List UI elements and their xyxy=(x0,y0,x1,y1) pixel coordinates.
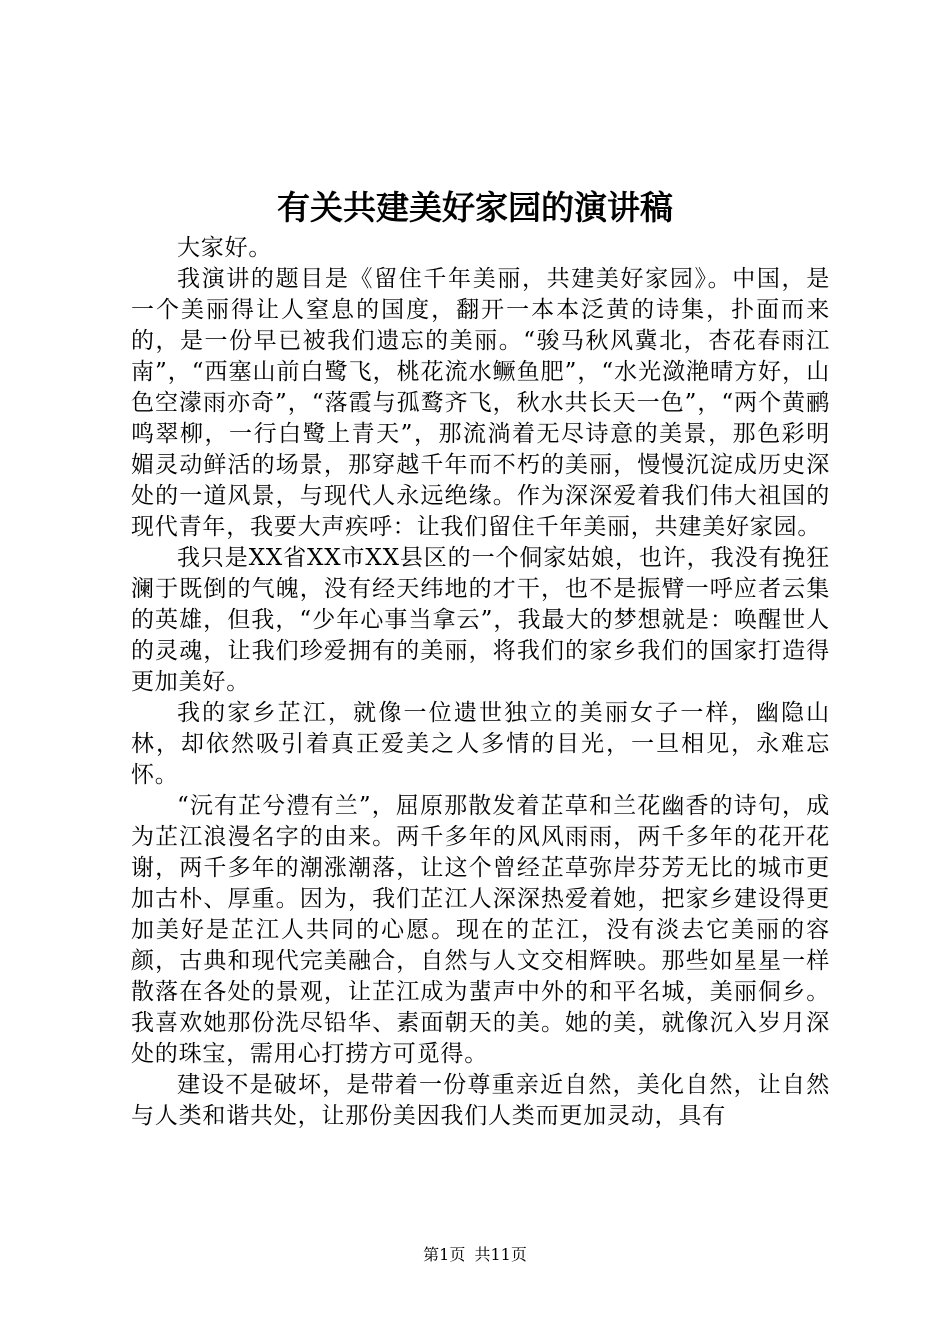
paragraph-greeting: 大家好。 xyxy=(177,235,273,261)
document-title: 有关共建美好家园的演讲稿 xyxy=(277,188,673,227)
page-footer xyxy=(0,1244,950,1266)
document-body xyxy=(131,233,830,1132)
paragraph-dream: 我只是XX省XX市XX县区的一个侗家姑娘，也许，我没有挽狂澜于既倒的气魄，没有经天纬地的才干，也不是振臂一呼应者云集的英雄，但我，“少年心事当拿云”，我最大的梦想就是：唤醒世人的灵魂，让我们珍爱拥有的美丽，将我们的家乡我们的国家打造得更加美好。 xyxy=(131,545,830,695)
paragraph-zhijiang-history: “沅有芷兮澧有兰”，屈原那散发着芷草和兰花幽香的诗句，成为芷江浪漫名字的由来。两千多年的风风雨雨，两千多年的花开花谢，两千多年的潮涨潮落，让这个曾经芷草弥岸芬芳无比的城市更加古朴、厚重。因为，我们芷江人深深热爱着她，把家乡建设得更加美好是芷江人共同的心愿。现在的芷江，没有淡去它美丽的容颜，古典和现代完美融合，自然与人文交相辉映。那些如星星一样散落在各处的景观，让芷江成为蜚声中外的和平名城，美丽侗乡。我喜欢她那份洗尽铅华、素面朝天的美。她的美，就像沉入岁月深处的珠宝，需用心打捞方可觅得。 xyxy=(131,793,830,1067)
paragraph-hometown: 我的家乡芷江，就像一位遗世独立的美丽女子一样，幽隐山林，却依然吸引着真正爱美之人多情的目光，一旦相见，永难忘怀。 xyxy=(131,700,830,788)
page-number: 第1页 xyxy=(423,1245,466,1264)
paragraph-topic: 我演讲的题目是《留住千年美丽，共建美好家园》。中国，是一个美丽得让人窒息的国度，翻开一本本泛黄的诗集，扑面而来的，是一份早已被我们遗忘的美丽。“骏马秋风冀北，杏花春雨江南”，“西塞山前白鹭飞，桃花流水鳜鱼肥”，“水光潋滟晴方好，山色空濛雨亦奇”，“落霞与孤鹜齐飞，秋水共长天一色”，“两个黄鹂鸣翠柳，一行白鹭上青天”，那流淌着无尽诗意的美景，那色彩明媚灵动鲜活的场景，那穿越千年而不朽的美丽，慢慢沉淀成历史深处的一道风景，与现代人永远绝缘。作为深深爱着我们伟大祖国的现代青年，我要大声疾呼：让我们留住千年美丽，共建美好家园。 xyxy=(131,266,830,540)
page-total: 共11页 xyxy=(474,1245,527,1264)
paragraph-construction: 建设不是破坏，是带着一份尊重亲近自然，美化自然，让自然与人类和谐共处，让那份美因我们人类而更加灵动，具有 xyxy=(131,1072,830,1129)
